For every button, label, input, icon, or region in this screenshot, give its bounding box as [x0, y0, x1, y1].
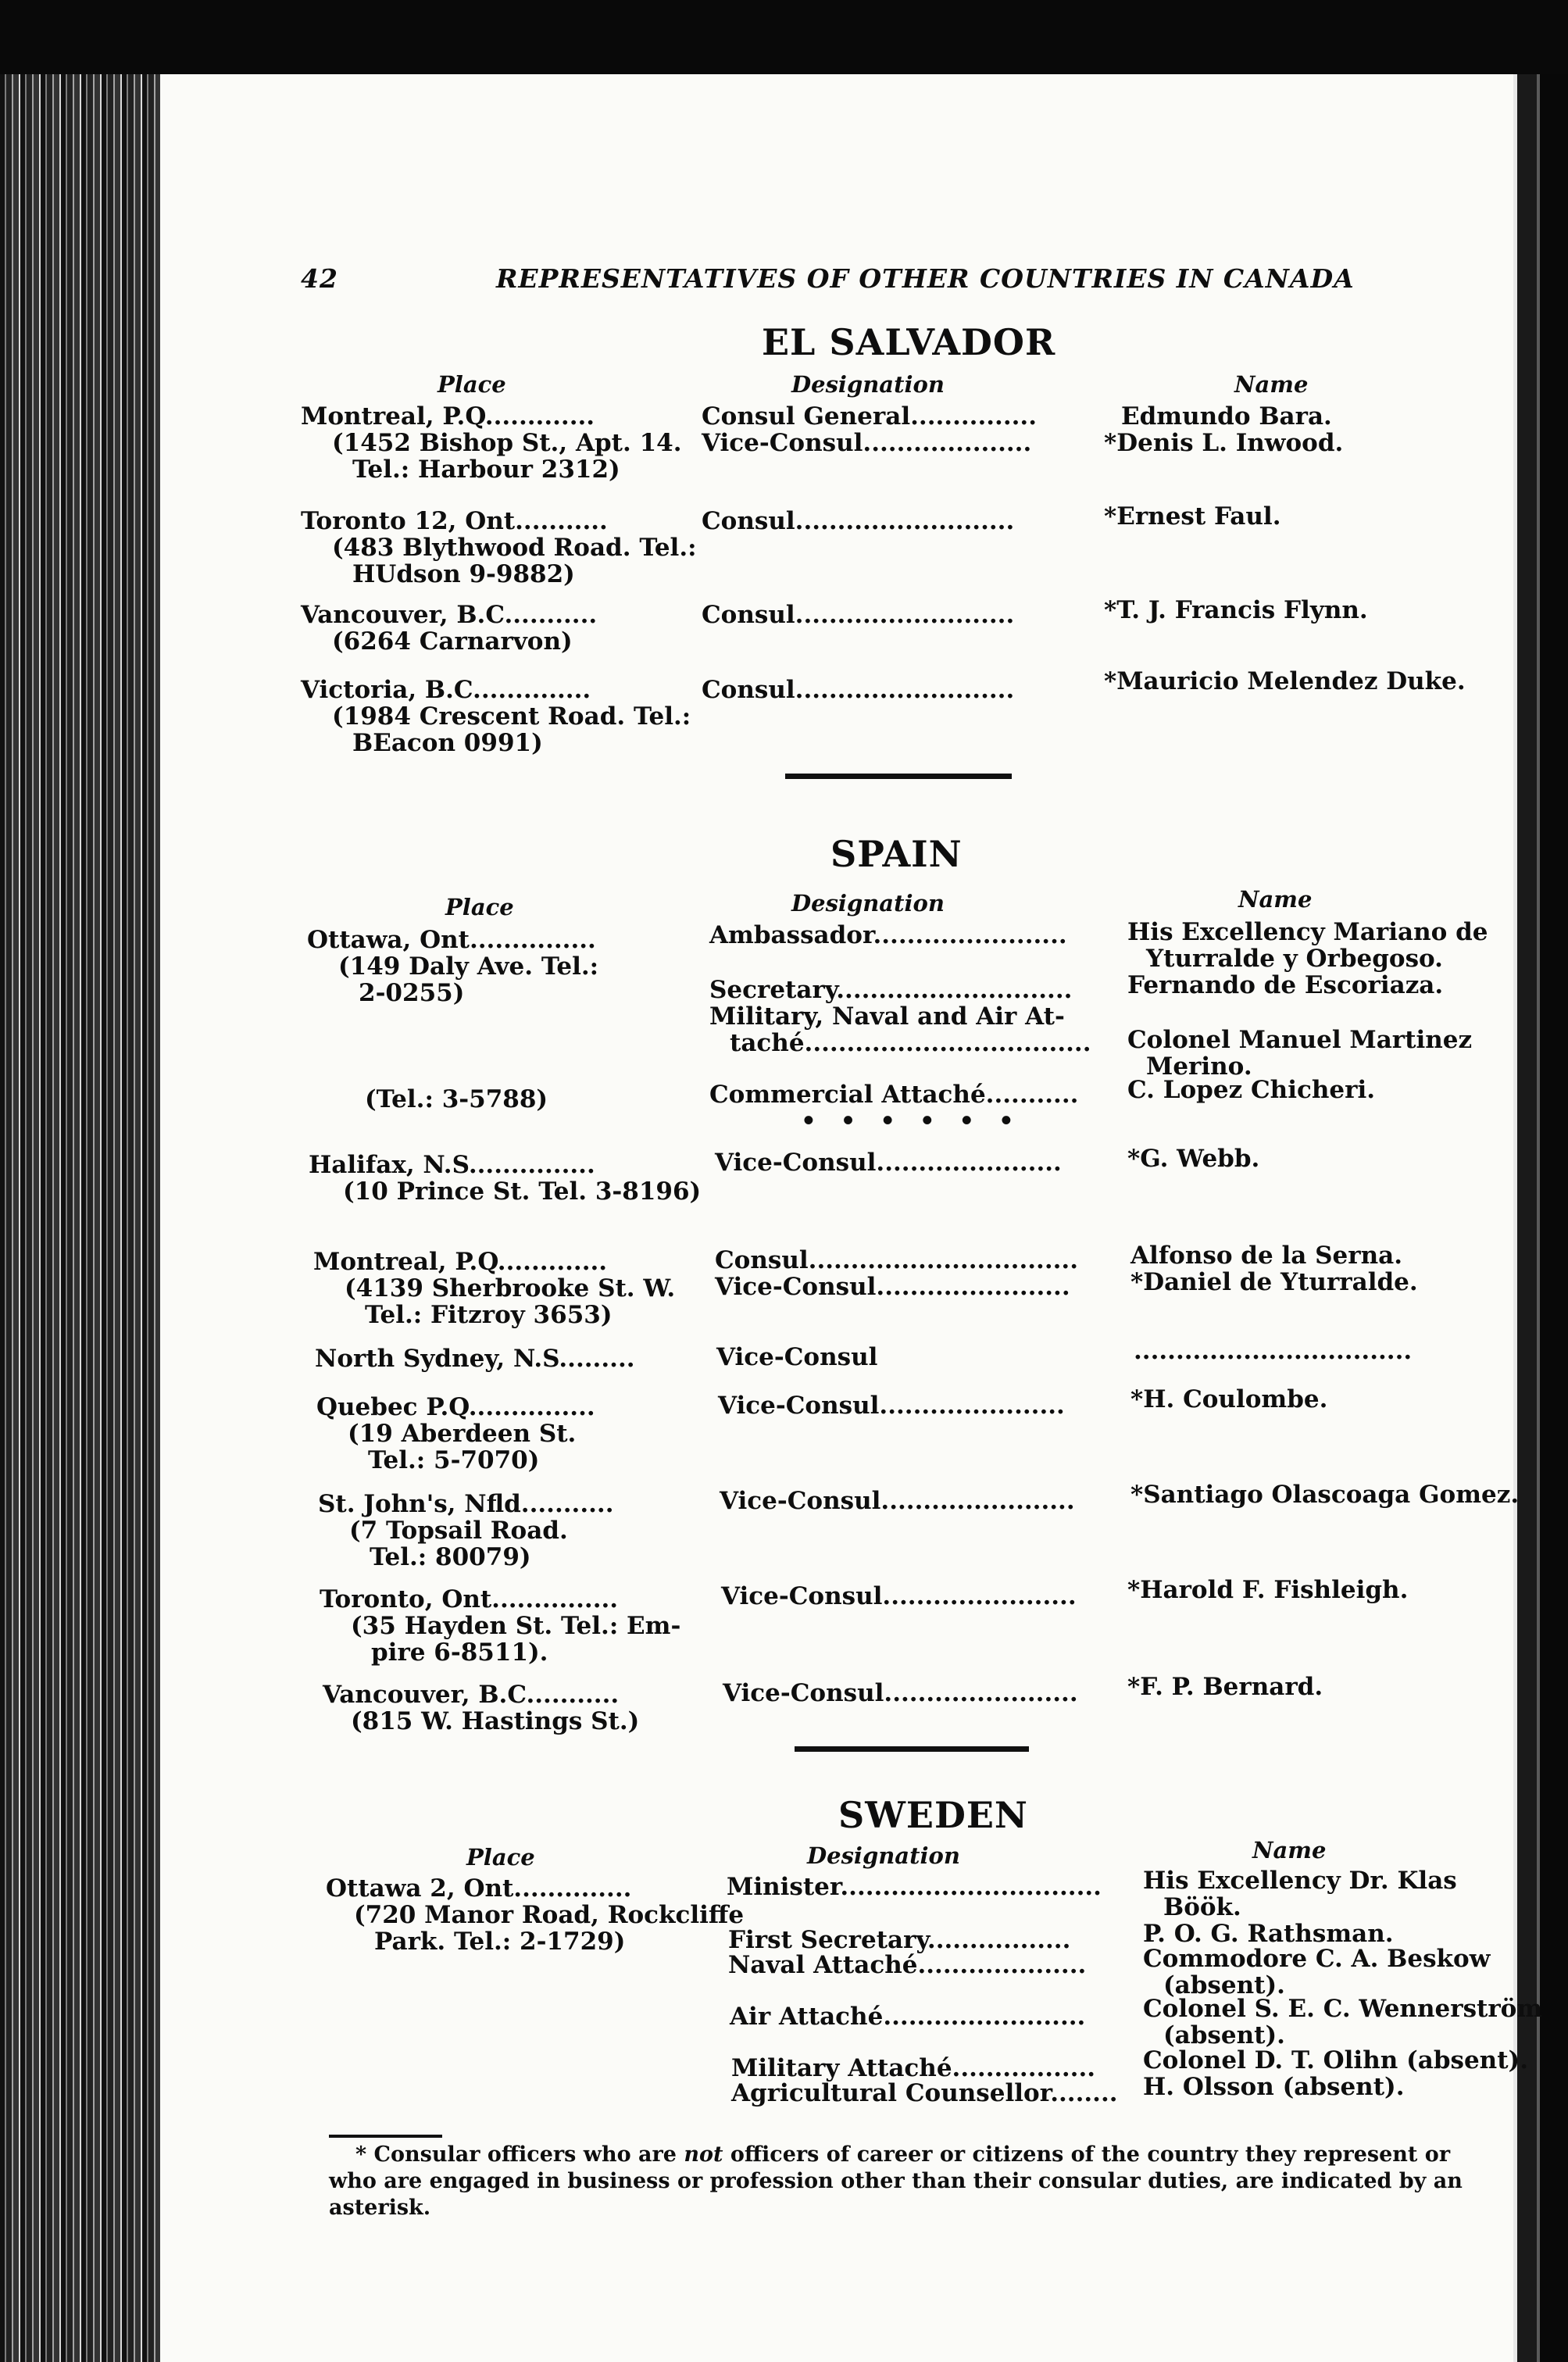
entry-designation: Consul.......................... [702, 601, 1015, 629]
entry-designation: Air Attaché........................ [730, 2003, 1086, 2031]
entry-designation: Consul General............... [702, 402, 1037, 431]
entry-address: (483 Blythwood Road. Tel.: [332, 534, 697, 562]
entry-designation: Agricultural Counsellor........ [731, 2079, 1118, 2107]
entry-designation: Military Attaché................. [731, 2054, 1096, 2082]
book-spine-edge [0, 74, 160, 2362]
column-header-place: Place [438, 371, 506, 398]
entry-designation: Naval Attaché.................... [728, 1951, 1087, 1979]
entry-designation: Consul.......................... [702, 676, 1015, 704]
entry-name: Colonel Manuel Martinez [1127, 1026, 1473, 1054]
entry-place: Montreal, P.Q............. [301, 402, 595, 431]
entry-designation: Commercial Attaché........... [709, 1081, 1079, 1109]
country-heading: EL SALVADOR [762, 321, 1056, 363]
footnote-line-3: asterisk. [329, 2196, 431, 2220]
entry-name: *G. Webb. [1127, 1145, 1260, 1173]
entry-name: *Ernest Faul. [1104, 502, 1281, 531]
entry-address: HUdson 9-9882) [352, 560, 575, 588]
entry-name: ................................. [1134, 1337, 1413, 1365]
entry-designation: Vice-Consul....................... [715, 1273, 1070, 1301]
footnote-emphasis: not [684, 2142, 723, 2167]
entry-name: His Excellency Dr. Klas [1143, 1867, 1457, 1895]
entry-separator: • • • • • • [801, 1107, 1022, 1135]
entry-address: (149 Daly Ave. Tel.: [338, 952, 599, 981]
entry-place: Vancouver, B.C........... [323, 1681, 620, 1709]
entry-name: *Denis L. Inwood. [1104, 429, 1344, 457]
entry-address: (10 Prince St. Tel. 3-8196) [343, 1177, 702, 1206]
entry-name: Yturralde y Orbegoso. [1146, 945, 1443, 973]
entry-address: (19 Aberdeen St. [348, 1420, 577, 1448]
entry-place: North Sydney, N.S......... [315, 1345, 635, 1373]
entry-place: Ottawa 2, Ont.............. [326, 1874, 632, 1903]
scan-top-border [0, 0, 1568, 74]
entry-name: *T. J. Francis Flynn. [1104, 596, 1368, 624]
entry-place: Vancouver, B.C........... [301, 601, 598, 629]
entry-name: Colonel S. E. C. Wennerström [1143, 1995, 1543, 2023]
entry-name: His Excellency Mariano de [1127, 918, 1488, 946]
entry-designation: Minister............................... [727, 1873, 1102, 1901]
entry-place: Victoria, B.C.............. [301, 676, 591, 704]
section-divider [785, 774, 1012, 779]
entry-address: Park. Tel.: 2-1729) [374, 1928, 626, 1956]
footnote-line-1: * Consular officers who are not officers of career or citizens of the country they represent or [355, 2142, 1451, 2167]
entry-place: Quebec P.Q............... [316, 1393, 595, 1421]
entry-place: Halifax, N.S............... [309, 1151, 595, 1179]
column-header-designation: Designation [807, 1842, 960, 1869]
entry-designation: Military, Naval and Air At- [709, 1002, 1065, 1031]
entry-address: Tel.: 5-7070) [368, 1446, 540, 1474]
entry-name: *Daniel de Yturralde. [1130, 1268, 1418, 1296]
entry-name: Merino. [1146, 1052, 1252, 1081]
entry-address: (4139 Sherbrooke St. W. [345, 1274, 676, 1302]
entry-name: Edmundo Bara. [1121, 402, 1332, 431]
entry-designation: Secretary............................ [709, 976, 1073, 1004]
entry-name: (absent). [1163, 2021, 1285, 2049]
entry-place: Toronto, Ont............... [320, 1585, 619, 1613]
entry-designation: Vice-Consul...................... [718, 1392, 1065, 1420]
document-page [160, 74, 1543, 2362]
entry-address: BEacon 0991) [352, 729, 543, 757]
entry-name: P. O. G. Rathsman. [1143, 1920, 1394, 1948]
entry-address: (720 Manor Road, Rockcliffe [354, 1901, 745, 1929]
entry-address: (1452 Bishop St., Apt. 14. [332, 429, 682, 457]
entry-address: Tel.: Harbour 2312) [352, 456, 620, 484]
entry-address: (35 Hayden St. Tel.: Em- [351, 1612, 681, 1640]
column-header-designation: Designation [791, 371, 945, 398]
entry-address: pire 6-8511). [371, 1638, 548, 1667]
column-header-place: Place [466, 1844, 535, 1871]
entry-address: 2-0255) [359, 979, 465, 1007]
entry-name: H. Olsson (absent). [1143, 2073, 1405, 2101]
entry-designation: Vice-Consul.................... [702, 429, 1032, 457]
entry-address: (6264 Carnarvon) [332, 627, 573, 656]
entry-name: *Mauricio Melendez Duke. [1104, 667, 1466, 695]
entry-name: *H. Coulombe. [1130, 1385, 1328, 1413]
entry-address: (7 Topsail Road. [349, 1517, 568, 1545]
column-header-place: Place [445, 894, 514, 920]
running-title: REPRESENTATIVES OF OTHER COUNTRIES IN CANADA [496, 263, 1355, 294]
entry-name: *Harold F. Fishleigh. [1127, 1576, 1409, 1604]
entry-place: St. John's, Nfld........... [318, 1490, 614, 1518]
entry-name: Alfonso de la Serna. [1130, 1242, 1403, 1270]
entry-name: Fernando de Escoriaza. [1127, 971, 1444, 999]
entry-address: Tel.: Fitzroy 3653) [365, 1301, 613, 1329]
section-divider [795, 1746, 1029, 1752]
entry-place: Ottawa, Ont............... [307, 926, 596, 954]
entry-designation: Vice-Consul [716, 1343, 878, 1371]
entry-designation: taché.................................. [730, 1029, 1091, 1057]
entry-address: (1984 Crescent Road. Tel.: [332, 702, 691, 731]
footnote-line-2: who are engaged in business or profession other than their consular duties, are indicated by an [329, 2169, 1463, 2193]
entry-designation: Vice-Consul....................... [723, 1679, 1078, 1707]
entry-designation: First Secretary................. [728, 1926, 1071, 1954]
column-header-name: Name [1238, 886, 1313, 913]
country-heading: SPAIN [830, 833, 963, 875]
entry-designation: Vice-Consul....................... [720, 1487, 1075, 1515]
entry-name: Böök. [1163, 1893, 1241, 1921]
entry-address: Tel.: 80079) [370, 1543, 531, 1571]
column-header-name: Name [1234, 371, 1309, 398]
entry-name: (absent). [1163, 1971, 1285, 1999]
entry-designation: Consul................................ [715, 1246, 1079, 1274]
entry-name: Colonel D. T. Olihn (absent). [1143, 2046, 1529, 2074]
entry-place: Toronto 12, Ont........... [301, 507, 608, 535]
entry-name: Commodore C. A. Beskow [1143, 1945, 1491, 1973]
entry-address: (815 W. Hastings St.) [351, 1707, 640, 1735]
entry-name: *Santiago Olascoaga Gomez. [1130, 1481, 1520, 1509]
country-heading: SWEDEN [838, 1794, 1028, 1836]
entry-address: (Tel.: 3-5788) [365, 1085, 548, 1113]
column-header-name: Name [1252, 1837, 1327, 1864]
entry-place: Montreal, P.Q............. [313, 1248, 608, 1276]
entry-designation: Ambassador....................... [709, 921, 1067, 949]
entry-designation: Vice-Consul....................... [721, 1582, 1077, 1610]
footnote-rule [329, 2135, 442, 2138]
column-header-designation: Designation [791, 890, 945, 917]
entry-designation: Consul.......................... [702, 507, 1015, 535]
entry-name: C. Lopez Chicheri. [1127, 1076, 1376, 1104]
entry-name: *F. P. Bernard. [1127, 1673, 1323, 1701]
page-number: 42 [301, 263, 338, 294]
entry-designation: Vice-Consul...................... [715, 1149, 1062, 1177]
